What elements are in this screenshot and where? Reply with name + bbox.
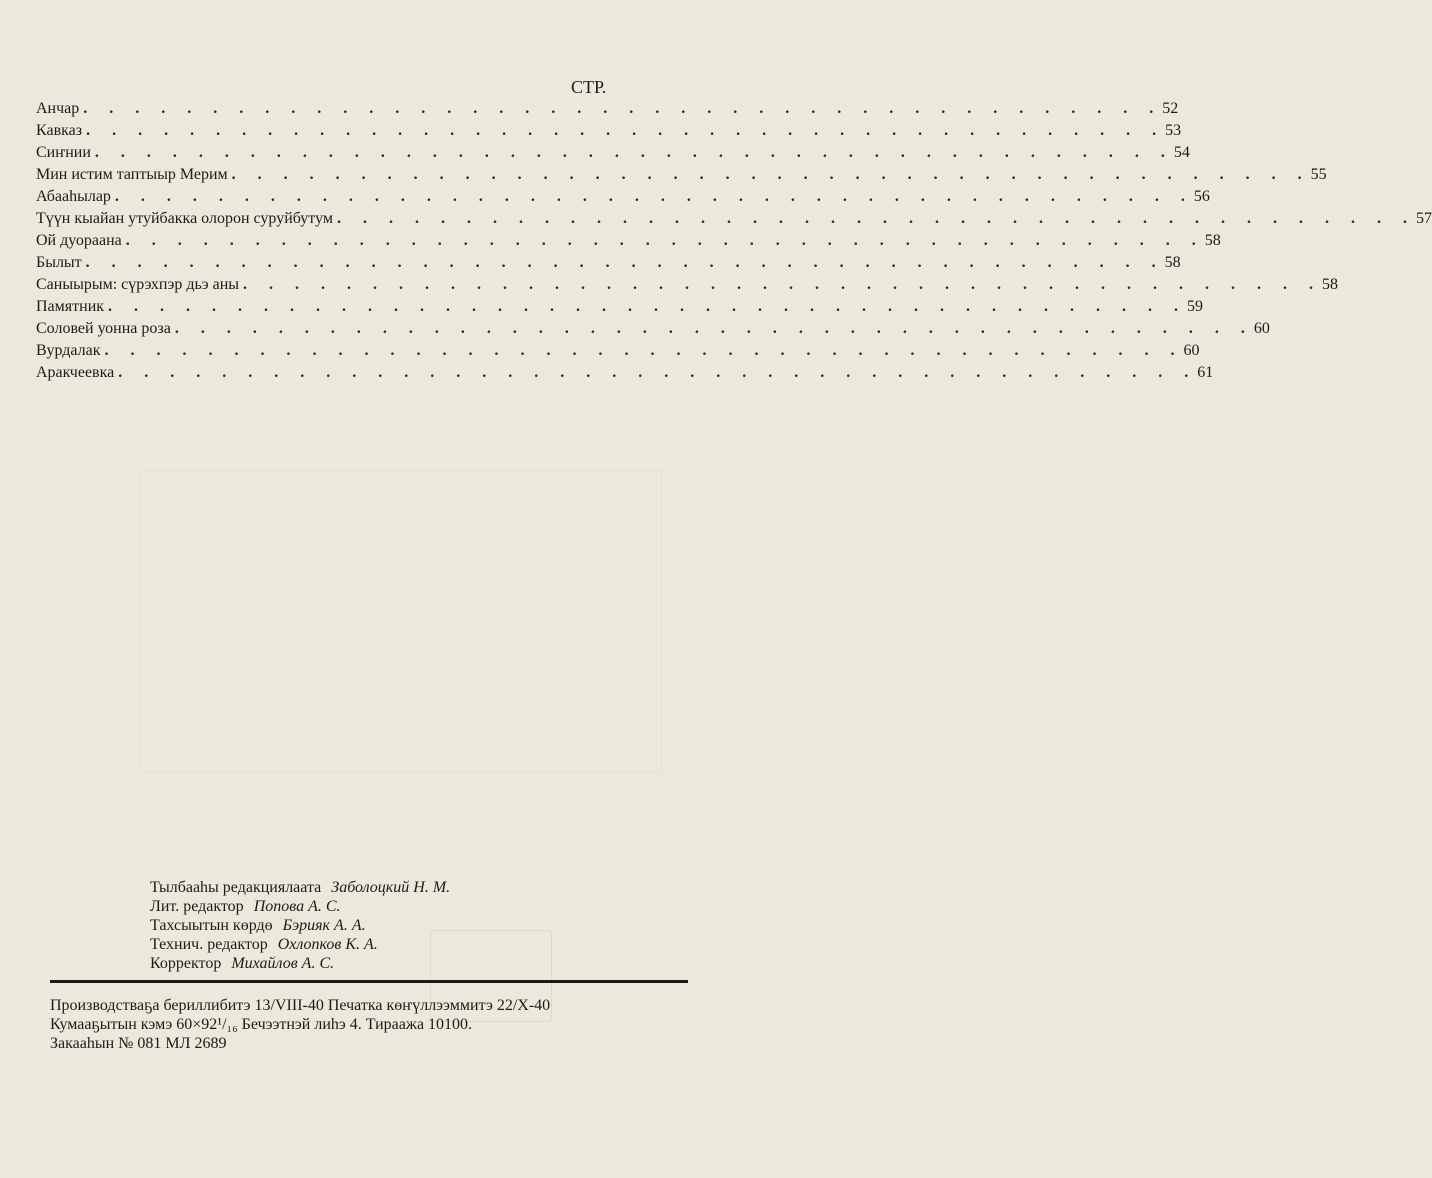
imprint-block: [50, 997, 550, 1054]
toc-entry-title: Кавказ: [36, 122, 83, 139]
credit-role: Лит. редактор: [150, 898, 244, 915]
credit-line: [150, 898, 450, 917]
credit-role: Технич. редактор: [150, 936, 268, 953]
toc-entry-page: 58: [1164, 254, 1181, 271]
faded-stamp-background: [140, 470, 662, 772]
credit-role: Корректор: [150, 955, 222, 972]
credit-name: Охлопков К. А.: [277, 936, 378, 953]
credit-line: [150, 879, 450, 898]
toc-entry-title: Былыт: [36, 254, 82, 271]
toc-entry: [36, 188, 1210, 210]
toc-entry-page: 54: [1173, 144, 1190, 161]
toc-entry-page: 60: [1183, 342, 1200, 359]
toc-entry-page: 61: [1197, 364, 1214, 381]
toc-entry-page: 52: [1162, 100, 1179, 117]
toc-entry: [36, 254, 1181, 276]
toc-entry-title: Мин истим таптыыр Мерим: [36, 166, 228, 183]
toc-entry-page: 60: [1253, 320, 1270, 337]
toc-entry-title: Вурдалак: [36, 342, 101, 359]
toc-leader-dots: . . . . . . . . . . . . . . . . . . . . . . . . . . . . . . . . . . . . . . . . . .: [104, 342, 1184, 359]
imprint-line: Закааһын № 081 МЛ 2689: [50, 1035, 227, 1052]
toc-entry: [36, 144, 1190, 166]
toc-leader-dots: . . . . . . . . . . . . . . . . . . . . . . . . . . . . . . . . . . . . . . . . . .: [94, 144, 1174, 161]
toc-entry: [36, 342, 1200, 364]
toc-entry-title: Соловей уонна роза: [36, 320, 171, 337]
page-column-label: СТР.: [571, 77, 607, 97]
credit-name: Бэрияк А. А.: [282, 917, 366, 934]
credit-name: Михайлов А. С.: [231, 955, 335, 972]
toc-entry-page: 59: [1187, 298, 1204, 315]
imprint-line: Производстваҕа бериллибитэ 13/VIII-40 Печатка көҥүллээммитэ 22/X-40: [50, 997, 551, 1014]
table-of-contents: [36, 100, 1432, 386]
toc-entry: [36, 320, 1270, 342]
toc-entry-title: Аракчеевка: [36, 364, 115, 381]
toc-entry-page: 58: [1204, 232, 1221, 249]
toc-entry: [36, 232, 1221, 254]
toc-entry-title: Сиҥнии: [36, 144, 91, 161]
toc-leader-dots: . . . . . . . . . . . . . . . . . . . . . . . . . . . . . . . . . . . . . . . . . .: [114, 188, 1194, 205]
credit-name: Попова А. С.: [253, 898, 341, 915]
credit-role: Тахсыытын көрдө: [150, 917, 273, 934]
toc-leader-dots: . . . . . . . . . . . . . . . . . . . . . . . . . . . . . . . . . . . . . . . . . .: [108, 298, 1188, 315]
toc-entry-title: Саныырым: сүрэхпэр дьэ аны: [36, 276, 240, 293]
horizontal-divider: [50, 980, 688, 983]
toc-leader-dots: . . . . . . . . . . . . . . . . . . . . . . . . . . . . . . . . . . . . . . . . . .: [243, 276, 1323, 293]
toc-entry: [36, 210, 1432, 232]
toc-entry: [36, 364, 1214, 386]
toc-entry-page: 53: [1165, 122, 1182, 139]
credit-line: [150, 936, 450, 955]
toc-leader-dots: . . . . . . . . . . . . . . . . . . . . . . . . . . . . . . . . . . . . . . . . . .: [118, 364, 1198, 381]
toc-leader-dots: . . . . . . . . . . . . . . . . . . . . . . . . . . . . . . . . . . . . . . . . . .: [83, 100, 1163, 117]
imprint-line: Кумааҕытын кэмэ 60×92¹/₁₆ Бечээтнэй лиһэ 4. Тираажа 10100.: [50, 1016, 473, 1033]
credit-line: [150, 917, 450, 936]
toc-leader-dots: . . . . . . . . . . . . . . . . . . . . . . . . . . . . . . . . . . . . . . . . . .: [231, 166, 1311, 183]
toc-entry-page: 57: [1415, 210, 1432, 227]
toc-leader-dots: . . . . . . . . . . . . . . . . . . . . . . . . . . . . . . . . . . . . . . . . . .: [85, 254, 1165, 271]
toc-leader-dots: . . . . . . . . . . . . . . . . . . . . . . . . . . . . . . . . . . . . . . . . . .: [174, 320, 1254, 337]
toc-entry: [36, 100, 1179, 122]
toc-entry: [36, 122, 1182, 144]
toc-entry: [36, 298, 1204, 320]
toc-entry-page: 56: [1193, 188, 1210, 205]
credits-block: [150, 879, 450, 974]
toc-entry-page: 58: [1322, 276, 1339, 293]
toc-entry-title: Памятник: [36, 298, 105, 315]
toc-entry: [36, 166, 1327, 188]
toc-leader-dots: . . . . . . . . . . . . . . . . . . . . . . . . . . . . . . . . . . . . . . . . . .: [336, 210, 1416, 227]
credit-role: Тылбааһы редакциялаата: [150, 879, 322, 896]
toc-entry-page: 55: [1310, 166, 1327, 183]
credit-line: [150, 955, 450, 974]
toc-leader-dots: . . . . . . . . . . . . . . . . . . . . . . . . . . . . . . . . . . . . . . . . . .: [125, 232, 1205, 249]
toc-entry: [36, 276, 1339, 298]
toc-entry-title: Ой дуораана: [36, 232, 122, 249]
toc-leader-dots: . . . . . . . . . . . . . . . . . . . . . . . . . . . . . . . . . . . . . . . . . .: [86, 122, 1166, 139]
toc-entry-title: Абааһылар: [36, 188, 111, 205]
toc-entry-title: Түүн кыайан утуйбакка олорон суруйбутум: [36, 210, 333, 227]
credit-name: Заболоцкий Н. М.: [331, 879, 451, 896]
toc-entry-title: Анчар: [36, 100, 80, 117]
